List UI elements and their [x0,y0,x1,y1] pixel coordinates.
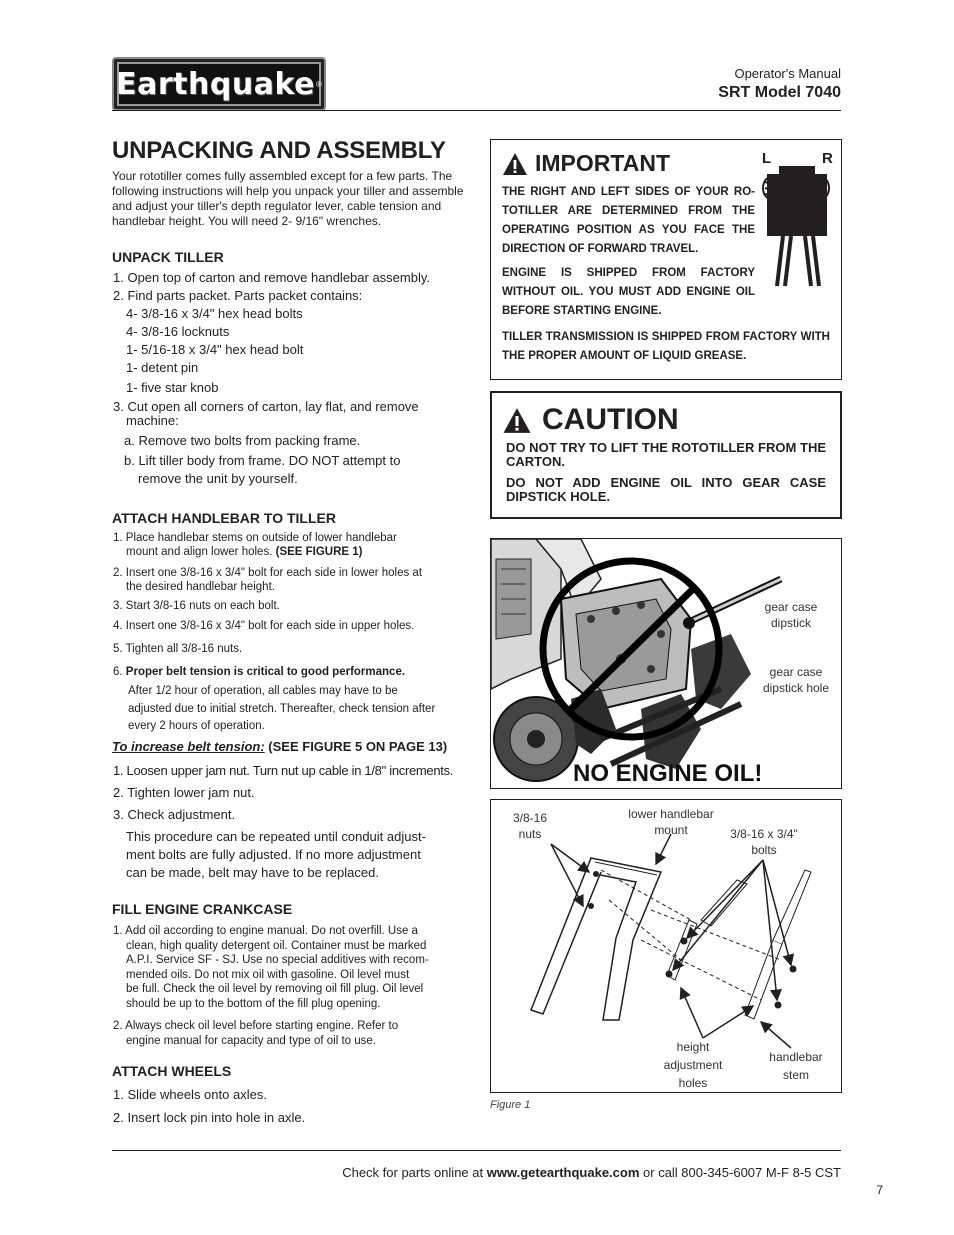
nuts-label: 3/8-16 nuts [512,811,548,841]
important-box [490,139,842,380]
footer-text: Check for parts online at www.getearthquake.com or call 800-345-6007 M-F 8-5 CST [342,1165,841,1180]
attach-handlebar-heading: ATTACH HANDLEBAR TO TILLER [112,510,336,526]
bolts-label: 3/8-16 x 3/4" bolts [730,827,798,857]
increase-tension-line: To increase belt tension: (SEE FIGURE 5 ON PAGE 13) [112,739,448,754]
attach-step-3: 3. Start 3/8-16 nuts on each bolt. [113,600,280,612]
tension-step-1: 1. Loosen upper jam nut. Turn nut up cable in 1/8" increments. [113,763,454,778]
caution-title: CAUTION [502,403,679,437]
left-side-label: L [762,150,772,167]
warning-icon [502,407,532,434]
header-rule [112,110,841,111]
important-para-1: THE RIGHT AND LEFT SIDES OF YOUR RO- TOTILLER ARE DETERMINED FROM THE OPERATING POSITION AS YOU FACE THE DIRECTION OF FORWARD TRAVEL. [502,186,755,255]
tension-step-3: 3. Check adjustment. [113,807,236,822]
tension-step-2: 2. Tighten lower jam nut. [113,785,255,800]
tiller-top-view-icon [761,164,833,288]
unpack-step-3a: a. Remove two bolts from packing frame. [124,433,361,448]
fill-step-2: 2. Always check oil level before starting engine. Refer to engine manual for capacity and type of oil to use. [113,1020,399,1047]
wheels-step-1: 1. Slide wheels onto axles. [113,1087,267,1102]
no-engine-oil-banner: NO ENGINE OIL! [573,760,763,787]
caution-para-2: DO NOT ADD ENGINE OIL INTO GEAR CASE DIPSTICK HOLE. [506,475,826,504]
brand-logo: Earthquake ® [112,57,326,111]
attach-step-1-cont: mount and align lower holes. (SEE FIGURE 1) [126,546,363,558]
unpack-step-3b-cont: remove the unit by yourself. [138,471,298,486]
caution-para-1: DO NOT TRY TO LIFT THE ROTOTILLER FROM THE CARTON. [506,440,826,469]
attach-step-2-cont: the desired handlebar height. [126,581,275,593]
logo-text: Earthquake [116,66,315,102]
part-item: 4- 3/8-16 x 3/4" hex head bolts [126,306,303,321]
page-title: UNPACKING AND ASSEMBLY [112,137,446,164]
gear-case-dipstick-label: gear case dipstick [764,600,818,630]
right-side-label: R [822,150,833,167]
intro-paragraph: Your rototiller comes fully assembled except for a few parts. The following instructions will help you unpack your tiller and assemble and adjust your tiller's depth regulator lever, cable tension and handlebar height. You will need 2- 9/16" wrenches. [112,169,464,228]
important-para-2: ENGINE IS SHIPPED FROM FACTORY WITHOUT OIL. YOU MUST ADD ENGINE OIL BEFORE STARTING ENGINE. [502,267,755,317]
warning-icon [502,152,528,176]
unpack-step-3-cont: machine: [126,413,179,428]
wheels-step-2: 2. Insert lock pin into hole in axle. [113,1110,306,1125]
attach-step-6-detail: After 1/2 hour of operation, all cables may have to be adjusted due to initial stretch. Thereafter, check tension after every 2 hours of operation. [128,685,436,732]
part-item: 1- 5/16-18 x 3/4" hex head bolt [126,342,304,357]
part-item: 1- five star knob [126,380,219,395]
part-item: 4- 3/8-16 locknuts [126,324,230,339]
important-para-3: TILLER TRANSMISSION IS SHIPPED FROM FACTORY WITH THE PROPER AMOUNT OF LIQUID GREASE. [502,331,830,362]
page-number: 7 [876,1183,883,1197]
lower-handlebar-mount-label: lower handlebar mount [628,807,714,837]
unpack-step-1: 1. Open top of carton and remove handlebar assembly. [113,270,431,285]
footer-rule [112,1150,841,1151]
figure-ref: (SEE FIGURE 1) [275,546,363,558]
important-title: IMPORTANT [502,150,670,177]
tension-note: This procedure can be repeated until conduit adjust- ment bolts are fully adjusted. If no more adjustment can be made, belt may have to be replaced. [126,829,426,880]
height-adjustment-holes-label: height adjustment holes [663,1040,723,1090]
figure-1-box [490,799,842,1093]
figure-1-caption: Figure 1 [490,1099,531,1111]
unpack-step-3b: b. Lift tiller body from frame. DO NOT attempt to [124,453,401,468]
attach-step-2: 2. Insert one 3/8-16 x 3/4" bolt for each side in lower holes at [113,567,423,579]
attach-step-4: 4. Insert one 3/8-16 x 3/4" bolt for each side in upper holes. [113,620,415,632]
gear-case-dipstick-hole-label: gear case dipstick hole [762,665,830,695]
unpack-heading: UNPACK TILLER [112,249,224,265]
attach-wheels-heading: ATTACH WHEELS [112,1063,232,1079]
fill-step-1: 1. Add oil according to engine manual. Do not overfill. Use a clean, high quality detergent oil. Container must be marked A.P.I. Service SF - SJ. Use no special additives with recom- mended oils. Do not mix oil with gasoline. Oil level must be full. Check the oil level by removing oil fill plug. Oil level should be up to the bottom of the fill plug opening. [113,925,429,1010]
part-item: 1- detent pin [126,360,199,375]
website-link[interactable]: www.getearthquake.com [486,1165,640,1180]
handlebar-stem-label: handlebar stem [769,1050,823,1082]
fill-crankcase-heading: FILL ENGINE CRANKCASE [112,901,293,917]
model-name: SRT Model 7040 [718,84,841,101]
manual-label: Operator's Manual [734,66,841,81]
attach-step-6: 6. Proper belt tension is critical to good performance. [113,666,406,678]
unpack-step-2: 2. Find parts packet. Parts packet contains: [113,288,363,303]
no-engine-oil-photo [490,538,842,789]
attach-step-5: 5. Tighten all 3/8-16 nuts. [113,643,243,655]
unpack-step-3: 3. Cut open all corners of carton, lay flat, and remove [113,399,419,414]
caution-box [490,391,842,519]
attach-step-1: 1. Place handlebar stems on outside of lower handlebar [113,532,397,544]
